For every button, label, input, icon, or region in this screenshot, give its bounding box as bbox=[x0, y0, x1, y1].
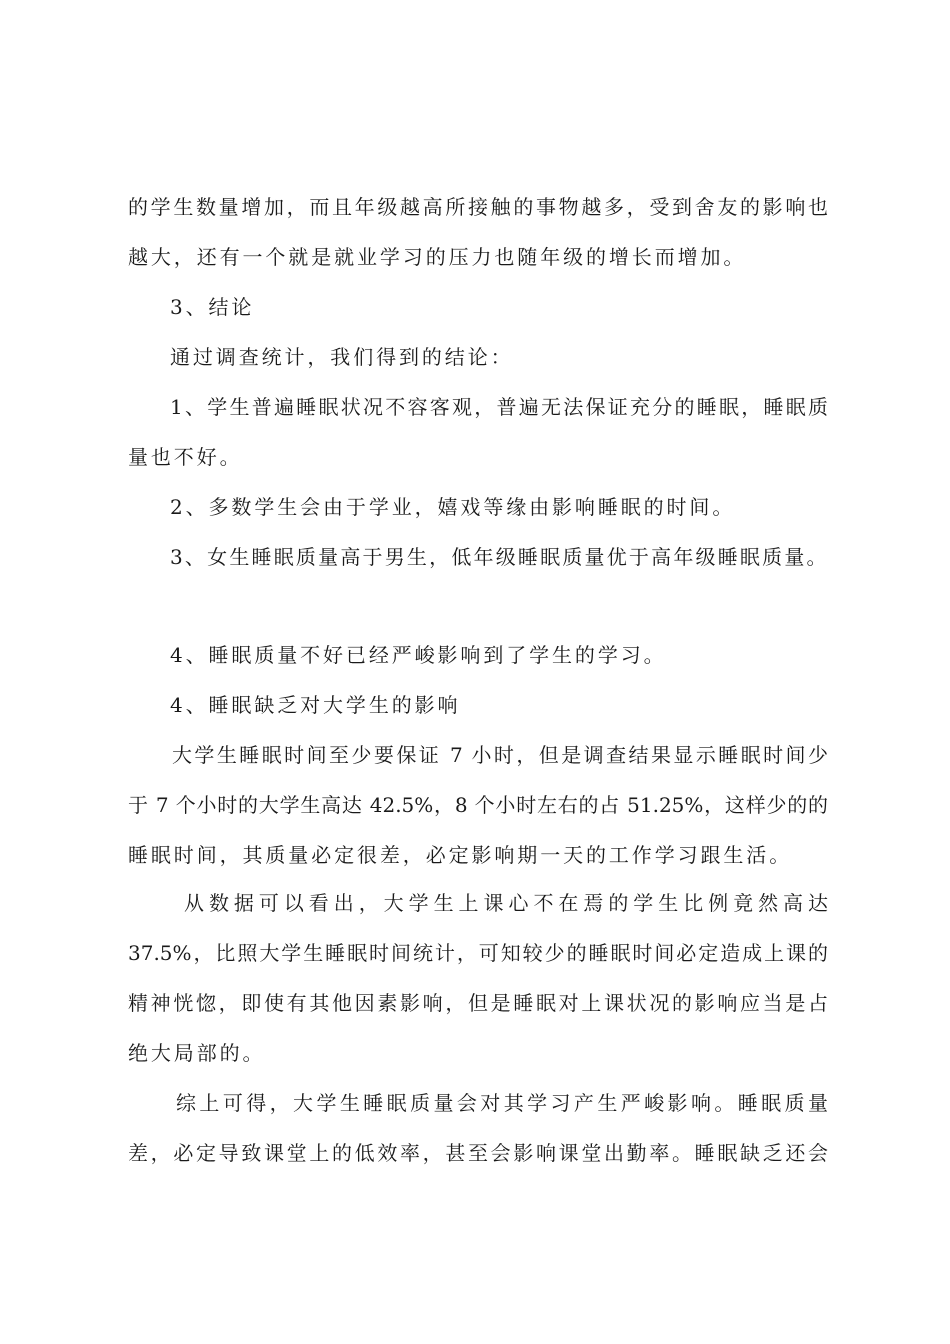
text-line: 量也不好。 bbox=[128, 445, 243, 469]
list-item: 2、多数学生会由于学业，嬉戏等缘由影响睡眠的时间。 bbox=[170, 495, 736, 519]
list-item: 3、女生睡眠质量高于男生，低年级睡眠质量优于高年级睡眠质量。 bbox=[170, 545, 829, 569]
section-heading: 3、结论 bbox=[170, 295, 255, 319]
text-line: 从数据可以看出，大学生上课心不在焉的学生比例竟然高达 bbox=[184, 891, 828, 915]
list-item: 4、睡眠质量不好已经严峻影响到了学生的学习。 bbox=[170, 643, 667, 667]
text-line: 精神恍惚，即使有其他因素影响，但是睡眠对上课状况的影响应当是占 bbox=[128, 991, 828, 1015]
text-line: 的学生数量增加，而且年级越高所接触的事物越多，受到舍友的影响也 bbox=[128, 195, 828, 219]
text-line: 通过调查统计，我们得到的结论： bbox=[170, 345, 514, 369]
text-line: 37.5%，比照大学生睡眠时间统计，可知较少的睡眠时间必定造成上课的 bbox=[128, 941, 828, 965]
text-line: 绝大局部的。 bbox=[128, 1041, 266, 1065]
list-item: 1、学生普遍睡眠状况不容客观，普遍无法保证充分的睡眠，睡眠质 bbox=[170, 395, 828, 419]
text-line: 差，必定导致课堂上的低效率，甚至会影响课堂出勤率。睡眠缺乏还会 bbox=[128, 1141, 828, 1165]
text-line: 越大，还有一个就是就业学习的压力也随年级的增长而增加。 bbox=[128, 245, 747, 269]
text-line: 睡眠时间，其质量必定很差，必定影响期一天的工作学习跟生活。 bbox=[128, 843, 793, 867]
text-line: 综上可得，大学生睡眠质量会对其学习产生严峻影响。睡眠质量 bbox=[176, 1091, 828, 1115]
text-line: 大学生睡眠时间至少要保证 7 小时，但是调查结果显示睡眠时间少 bbox=[172, 743, 828, 767]
text-line: 于 7 个小时的大学生高达 42.5%，8 个小时左右的占 51.25%，这样少的的 bbox=[128, 793, 828, 817]
section-heading: 4、睡眠缺乏对大学生的影响 bbox=[170, 693, 461, 717]
